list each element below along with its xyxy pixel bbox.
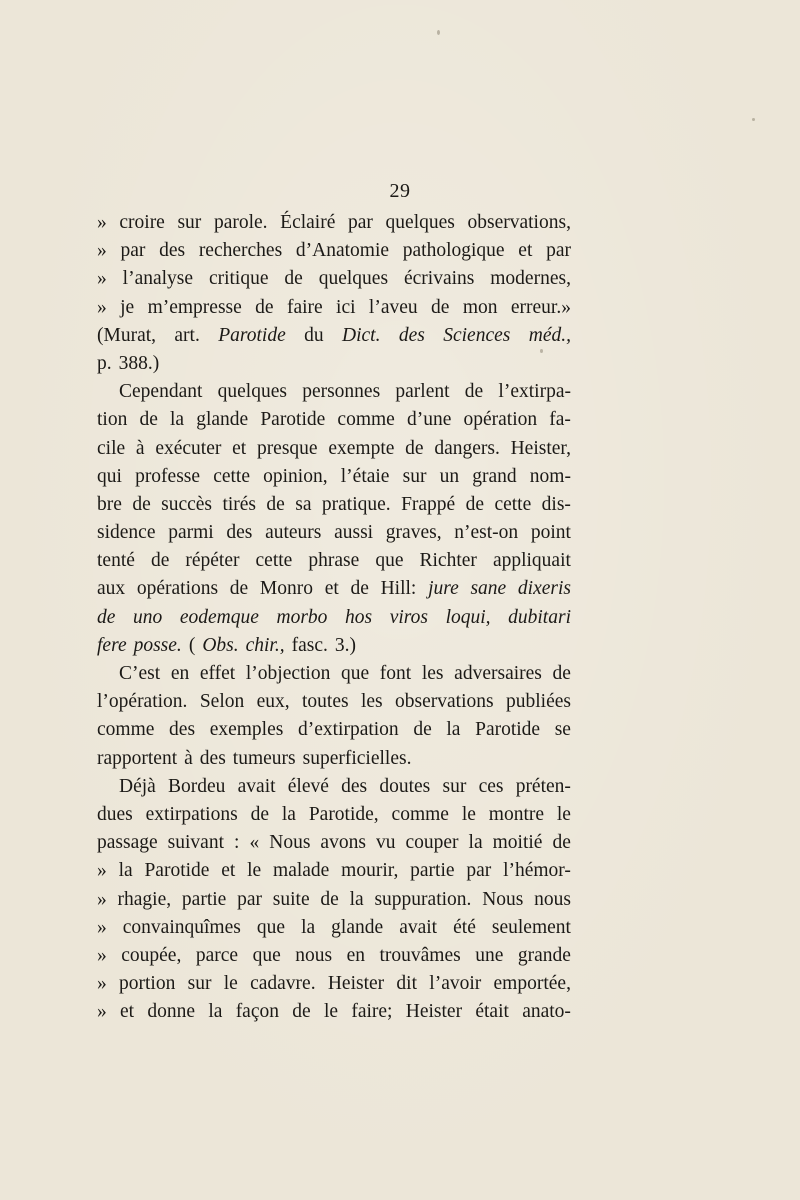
word: p.	[97, 352, 112, 374]
word: suivant	[167, 832, 225, 854]
word: sane	[470, 578, 507, 600]
word: de	[320, 888, 339, 910]
word: moitié	[492, 832, 543, 854]
word: quelques	[217, 381, 287, 403]
word: tirés	[222, 493, 257, 515]
word: emportée,	[493, 973, 571, 995]
word: seulement	[491, 916, 571, 938]
word: l’objection	[245, 663, 331, 684]
word: d’extirpation	[297, 719, 399, 741]
word: Parotide	[144, 860, 210, 882]
word: par	[237, 888, 262, 910]
word: que	[375, 550, 404, 572]
word: hos	[345, 606, 373, 628]
word: l’avoir	[429, 973, 482, 995]
word: en	[170, 663, 190, 684]
word: les	[421, 663, 444, 684]
word: opérations	[136, 578, 219, 600]
text-line	[97, 350, 571, 378]
word: que	[256, 916, 286, 938]
word: pratique.	[321, 493, 391, 515]
word: tumeurs	[232, 747, 296, 769]
paper-speck	[752, 118, 755, 121]
word: observations	[395, 691, 494, 713]
word: auteurs	[265, 522, 322, 544]
word: je	[120, 296, 135, 318]
page-number: 29	[389, 180, 411, 202]
word: de	[350, 578, 369, 600]
word: en	[346, 944, 365, 966]
word: erreur.»	[510, 296, 571, 318]
word: Heister	[327, 973, 385, 995]
word: succès	[161, 493, 213, 515]
word: mourir,	[341, 860, 399, 882]
word: comme	[97, 719, 155, 741]
word: »	[97, 240, 107, 262]
word: tion	[97, 409, 128, 431]
word: de	[97, 606, 116, 628]
text-line	[97, 886, 571, 914]
word: fa-	[549, 409, 571, 431]
word: 388.)	[118, 352, 160, 374]
word: par	[546, 240, 571, 262]
word: la	[118, 860, 133, 882]
word: été	[453, 916, 476, 938]
word: de	[284, 268, 303, 290]
word: se	[554, 719, 571, 741]
word: »	[97, 944, 107, 966]
word: par	[348, 212, 373, 233]
word: des	[159, 240, 186, 262]
word: de	[266, 493, 285, 515]
word: donne	[147, 1001, 196, 1023]
word: parmi	[168, 522, 214, 544]
word: »	[97, 1001, 107, 1023]
word: aux	[97, 578, 126, 600]
text-line	[97, 970, 571, 998]
text-line	[97, 209, 571, 237]
word: sur	[442, 775, 467, 797]
text-line	[97, 265, 571, 293]
word: Frappé	[401, 493, 456, 515]
word: phrase	[308, 550, 360, 572]
word: vu	[375, 832, 396, 854]
word: croire	[119, 212, 165, 233]
word: avait	[399, 916, 438, 938]
word: Nous	[269, 832, 311, 854]
word: convainquîmes	[122, 916, 241, 938]
word: parole.	[213, 212, 268, 233]
text-line	[97, 857, 571, 885]
word: Cependant	[119, 381, 203, 403]
word: Parotide	[260, 409, 326, 431]
word: la	[281, 803, 296, 825]
word: observations,	[467, 212, 571, 233]
word: adversaires	[454, 663, 542, 684]
word: et	[120, 1001, 135, 1023]
word: opération	[463, 409, 538, 431]
word: (	[188, 634, 196, 656]
word: suppuration.	[374, 888, 472, 910]
word: de	[150, 550, 170, 572]
word: nom-	[529, 465, 571, 487]
word: morbo	[276, 606, 328, 628]
word: uno	[133, 606, 163, 628]
word: l’analyse	[122, 268, 194, 290]
word: et	[221, 860, 236, 882]
text-line	[97, 914, 571, 942]
text-line	[97, 773, 571, 801]
word: l’opération.	[97, 691, 188, 713]
word: Heister,	[510, 437, 571, 459]
word: dixeris	[517, 578, 571, 600]
word: fasc.	[291, 634, 328, 656]
word: recherches	[198, 240, 283, 262]
word: cette	[494, 493, 532, 515]
word: de	[139, 409, 158, 431]
word: de	[292, 1001, 311, 1023]
word: comme	[337, 409, 395, 431]
word: glande	[331, 916, 384, 938]
word: de	[405, 437, 424, 459]
word: eux,	[256, 691, 290, 713]
word: Dict.	[342, 324, 381, 346]
word: trouvâmes	[379, 944, 461, 966]
word: montre	[488, 803, 545, 825]
word: »	[97, 888, 107, 910]
word: »	[97, 860, 107, 882]
word: de	[552, 832, 571, 854]
word: sur	[402, 465, 427, 487]
word: d’Anatomie	[295, 240, 390, 262]
word: sur	[177, 212, 202, 233]
word: avait	[237, 775, 276, 797]
text-line	[97, 998, 571, 1026]
text-line	[97, 519, 571, 547]
word: posse.	[133, 634, 182, 656]
word: exempte	[328, 437, 395, 459]
word: la	[301, 916, 316, 938]
word: qui	[97, 465, 122, 487]
word: anato-	[522, 1001, 571, 1023]
word: extirpations	[145, 803, 238, 825]
word: dangers.	[434, 437, 500, 459]
word: du	[304, 324, 324, 346]
text-line	[97, 688, 571, 716]
word: la	[446, 719, 461, 741]
word: exécuter	[155, 437, 222, 459]
word: et	[232, 437, 247, 459]
word: Monro	[259, 578, 313, 600]
text-line	[97, 632, 571, 660]
word: dit	[396, 973, 418, 995]
word: publiées	[505, 691, 571, 713]
word: grande	[517, 944, 571, 966]
word: grand	[472, 465, 517, 487]
body-text	[97, 209, 571, 1026]
word: passage	[97, 832, 158, 854]
word: parlent	[395, 381, 450, 403]
word: méd.,	[528, 324, 571, 346]
word: bre	[97, 493, 122, 515]
word: C’est	[119, 663, 161, 684]
word: »	[97, 916, 107, 938]
word: n’est-on	[454, 522, 519, 544]
text-line	[97, 322, 571, 350]
word: dues	[97, 803, 133, 825]
word: de	[132, 493, 151, 515]
word: Parotide,	[308, 803, 379, 825]
word: comme	[391, 803, 449, 825]
word: Sciences	[443, 324, 511, 346]
text-line	[97, 716, 571, 744]
word: préten-	[515, 775, 571, 797]
word: faire	[286, 296, 323, 318]
word: à	[135, 437, 145, 459]
word: Déjà	[119, 775, 156, 797]
word: que	[341, 663, 370, 684]
word: Richter	[419, 550, 477, 572]
word: glande	[196, 409, 249, 431]
word: de	[250, 803, 269, 825]
word: presque	[256, 437, 318, 459]
word: les	[360, 691, 383, 713]
text-line	[97, 435, 571, 463]
word: Parotide	[475, 719, 541, 741]
text-line	[97, 604, 571, 632]
word: des	[226, 522, 253, 544]
word: l’extirpa-	[498, 381, 571, 403]
word: l’aveu	[368, 296, 418, 318]
word: une	[475, 944, 504, 966]
word: viros	[389, 606, 428, 628]
word: façon	[235, 1001, 279, 1023]
word: mon	[462, 296, 498, 318]
word: tenté	[97, 550, 135, 572]
word: Obs.	[202, 634, 239, 656]
word: rhagie,	[117, 888, 172, 910]
word: et	[518, 240, 533, 262]
word: m’empresse	[147, 296, 242, 318]
word: point	[530, 522, 571, 544]
text-line	[97, 491, 571, 519]
word: quelques	[385, 212, 455, 233]
word: nous	[534, 888, 571, 910]
word: critique	[208, 268, 269, 290]
word: la	[208, 1001, 223, 1023]
word: personnes	[302, 381, 381, 403]
word: la	[349, 888, 364, 910]
word: un	[439, 465, 460, 487]
word: »	[97, 268, 107, 290]
word: «	[249, 832, 260, 854]
word: le	[223, 973, 238, 995]
text-line	[97, 745, 571, 773]
word: 3.)	[334, 634, 357, 656]
word: loqui,	[445, 606, 491, 628]
word: nous	[295, 944, 333, 966]
word: dis-	[541, 493, 571, 515]
text-line	[97, 801, 571, 829]
word: Selon	[199, 691, 245, 713]
word: Nous	[482, 888, 524, 910]
word: des	[199, 747, 226, 769]
word: élevé	[287, 775, 329, 797]
text-line	[97, 237, 571, 265]
word: malade	[273, 860, 330, 882]
word: art.	[174, 324, 200, 346]
word: couper	[405, 832, 459, 854]
word: le	[461, 803, 476, 825]
word: toutes	[302, 691, 349, 713]
word: Parotide	[218, 324, 286, 346]
word: des	[398, 324, 425, 346]
word: superficielles.	[302, 747, 412, 769]
word: Hill:	[380, 578, 417, 600]
word: le	[556, 803, 571, 825]
text-line	[97, 942, 571, 970]
word: cadavre.	[250, 973, 316, 995]
word: partie	[181, 888, 227, 910]
word: dubitari	[508, 606, 571, 628]
word: avons	[320, 832, 366, 854]
text-line	[97, 406, 571, 434]
word: Heister	[405, 1001, 463, 1023]
word: eodemque	[179, 606, 259, 628]
word: écrivains	[403, 268, 475, 290]
paper-speck	[437, 30, 440, 35]
word: »	[97, 296, 107, 318]
word: de	[229, 578, 249, 600]
word: ces	[478, 775, 504, 797]
word: partie	[410, 860, 455, 882]
word: et	[324, 578, 339, 600]
word: fere	[97, 634, 127, 656]
word: l’hémor-	[503, 860, 571, 882]
text-line	[97, 575, 571, 603]
word: »	[97, 212, 107, 233]
word: jure	[428, 578, 459, 600]
word: était	[475, 1001, 509, 1023]
word: ici	[336, 296, 356, 318]
word: portion	[119, 973, 176, 995]
word: par	[120, 240, 146, 262]
word: modernes,	[490, 268, 571, 290]
word: :	[234, 832, 240, 854]
word: sidence	[97, 522, 156, 544]
word: sa	[295, 493, 312, 515]
word: pathologique	[402, 240, 505, 262]
word: rapportent	[97, 747, 178, 769]
word: de	[431, 296, 450, 318]
text-line	[97, 378, 571, 406]
word: appliquait	[492, 550, 571, 572]
word: de	[413, 719, 432, 741]
word: (Murat,	[97, 324, 157, 346]
word: d’une	[406, 409, 452, 431]
word: sur	[187, 973, 212, 995]
word: quelques	[318, 268, 389, 290]
word: de	[552, 663, 571, 684]
word: la	[468, 832, 483, 854]
word: »	[97, 973, 107, 995]
word: cette	[255, 550, 293, 572]
word: des	[341, 775, 368, 797]
word: répéter	[185, 550, 240, 572]
word: suite	[272, 888, 310, 910]
word: de	[464, 381, 484, 403]
word: de	[255, 296, 274, 318]
word: Bordeu	[168, 775, 226, 797]
word: professe	[135, 465, 201, 487]
word: des	[169, 719, 196, 741]
word: font	[379, 663, 412, 684]
word: cile	[97, 437, 126, 459]
word: aussi	[334, 522, 374, 544]
word: de	[465, 493, 485, 515]
text-line	[97, 829, 571, 857]
word: à	[184, 747, 193, 769]
text-line	[97, 294, 571, 322]
word: chir.,	[245, 634, 285, 656]
word: que	[252, 944, 281, 966]
word: doutes	[379, 775, 431, 797]
word: opinion,	[263, 465, 328, 487]
word: coupée,	[121, 944, 182, 966]
word: la	[170, 409, 185, 431]
word: Éclairé	[280, 212, 336, 233]
word: par	[466, 860, 492, 882]
word: le	[323, 1001, 339, 1023]
text-line	[97, 660, 571, 688]
word: graves,	[385, 522, 442, 544]
word: faire;	[351, 1001, 393, 1023]
word: effet	[199, 663, 236, 684]
text-line	[97, 463, 571, 491]
word: cette	[213, 465, 250, 487]
word: le	[247, 860, 262, 882]
word: l’étaie	[340, 465, 390, 487]
word: exemples	[209, 719, 284, 741]
word: parce	[195, 944, 239, 966]
text-line	[97, 547, 571, 575]
